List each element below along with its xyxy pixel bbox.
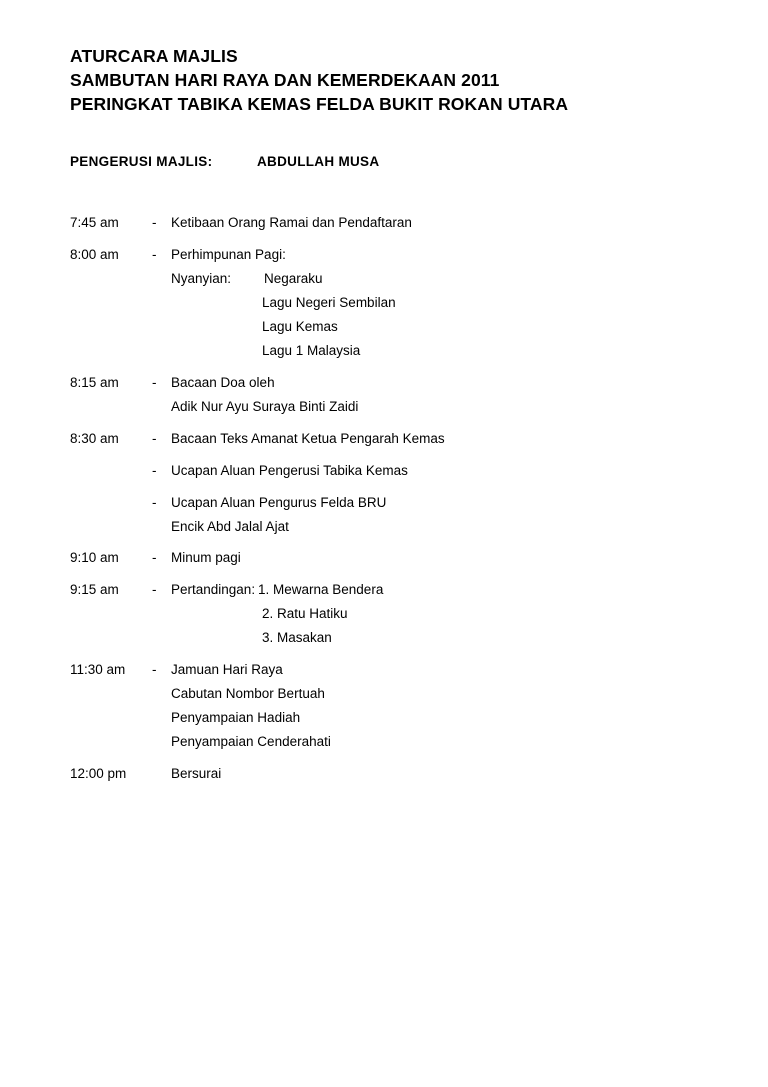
song-item: Lagu 1 Malaysia	[262, 343, 361, 358]
document-title: ATURCARA MAJLIS	[70, 46, 238, 66]
item-arrival: Ketibaan Orang Ramai dan Pendaftaran	[171, 215, 412, 230]
bullet-dash: -	[152, 463, 157, 478]
bullet-dash: -	[152, 247, 157, 262]
time-0815: 8:15 am	[70, 375, 119, 390]
item-prayer-reader: Adik Nur Ayu Suraya Binti Zaidi	[171, 399, 359, 414]
chair-label: PENGERUSI MAJLIS:	[70, 154, 213, 169]
item-competition: Pertandingan:	[171, 582, 256, 597]
song-item: Lagu Negeri Sembilan	[262, 295, 396, 310]
time-1130: 11:30 am	[70, 662, 126, 677]
event-venue: PERINGKAT TABIKA KEMAS FELDA BUKIT ROKAN UTARA	[70, 94, 569, 114]
item-dismissal: Bersurai	[171, 766, 222, 781]
item-mandate: Bacaan Teks Amanat Ketua Pengarah Kemas	[171, 431, 445, 446]
bullet-dash: -	[152, 215, 157, 230]
event-title: SAMBUTAN HARI RAYA DAN KEMERDEKAAN 2011	[70, 70, 500, 90]
contest-item: 2. Ratu Hatiku	[262, 606, 348, 621]
item-speech-chair: Ucapan Aluan Pengerusi Tabika Kemas	[171, 463, 408, 478]
bullet-dash: -	[152, 582, 157, 597]
item-breakfast: Minum pagi	[171, 550, 241, 565]
bullet-dash: -	[152, 662, 157, 677]
bullet-dash: -	[152, 375, 157, 390]
item-lucky-draw: Cabutan Nombor Bertuah	[171, 686, 325, 701]
item-prizes: Penyampaian Hadiah	[171, 710, 301, 725]
bullet-dash: -	[152, 495, 157, 510]
bullet-dash: -	[152, 431, 157, 446]
time-0745: 7:45 am	[70, 215, 119, 230]
time-0915: 9:15 am	[70, 582, 119, 597]
time-0800: 8:00 am	[70, 247, 119, 262]
chair-name: ABDULLAH MUSA	[257, 154, 380, 169]
item-souvenirs: Penyampaian Cenderahati	[171, 734, 331, 749]
song-item: Lagu Kemas	[262, 319, 338, 334]
song-item: Negaraku	[264, 271, 323, 286]
time-0830: 8:30 am	[70, 431, 119, 446]
contest-item: 3. Masakan	[262, 630, 332, 645]
bullet-dash: -	[152, 550, 157, 565]
item-prayer: Bacaan Doa oleh	[171, 375, 275, 390]
contest-item: 1. Mewarna Bendera	[258, 582, 384, 597]
item-assembly: Perhimpunan Pagi:	[171, 247, 286, 262]
singing-label: Nyanyian:	[171, 271, 232, 286]
item-speech-manager-name: Encik Abd Jalal Ajat	[171, 519, 289, 534]
time-1200: 12:00 pm	[70, 766, 127, 781]
item-feast: Jamuan Hari Raya	[171, 662, 283, 677]
item-speech-manager: Ucapan Aluan Pengurus Felda BRU	[171, 495, 387, 510]
time-0910: 9:10 am	[70, 550, 119, 565]
